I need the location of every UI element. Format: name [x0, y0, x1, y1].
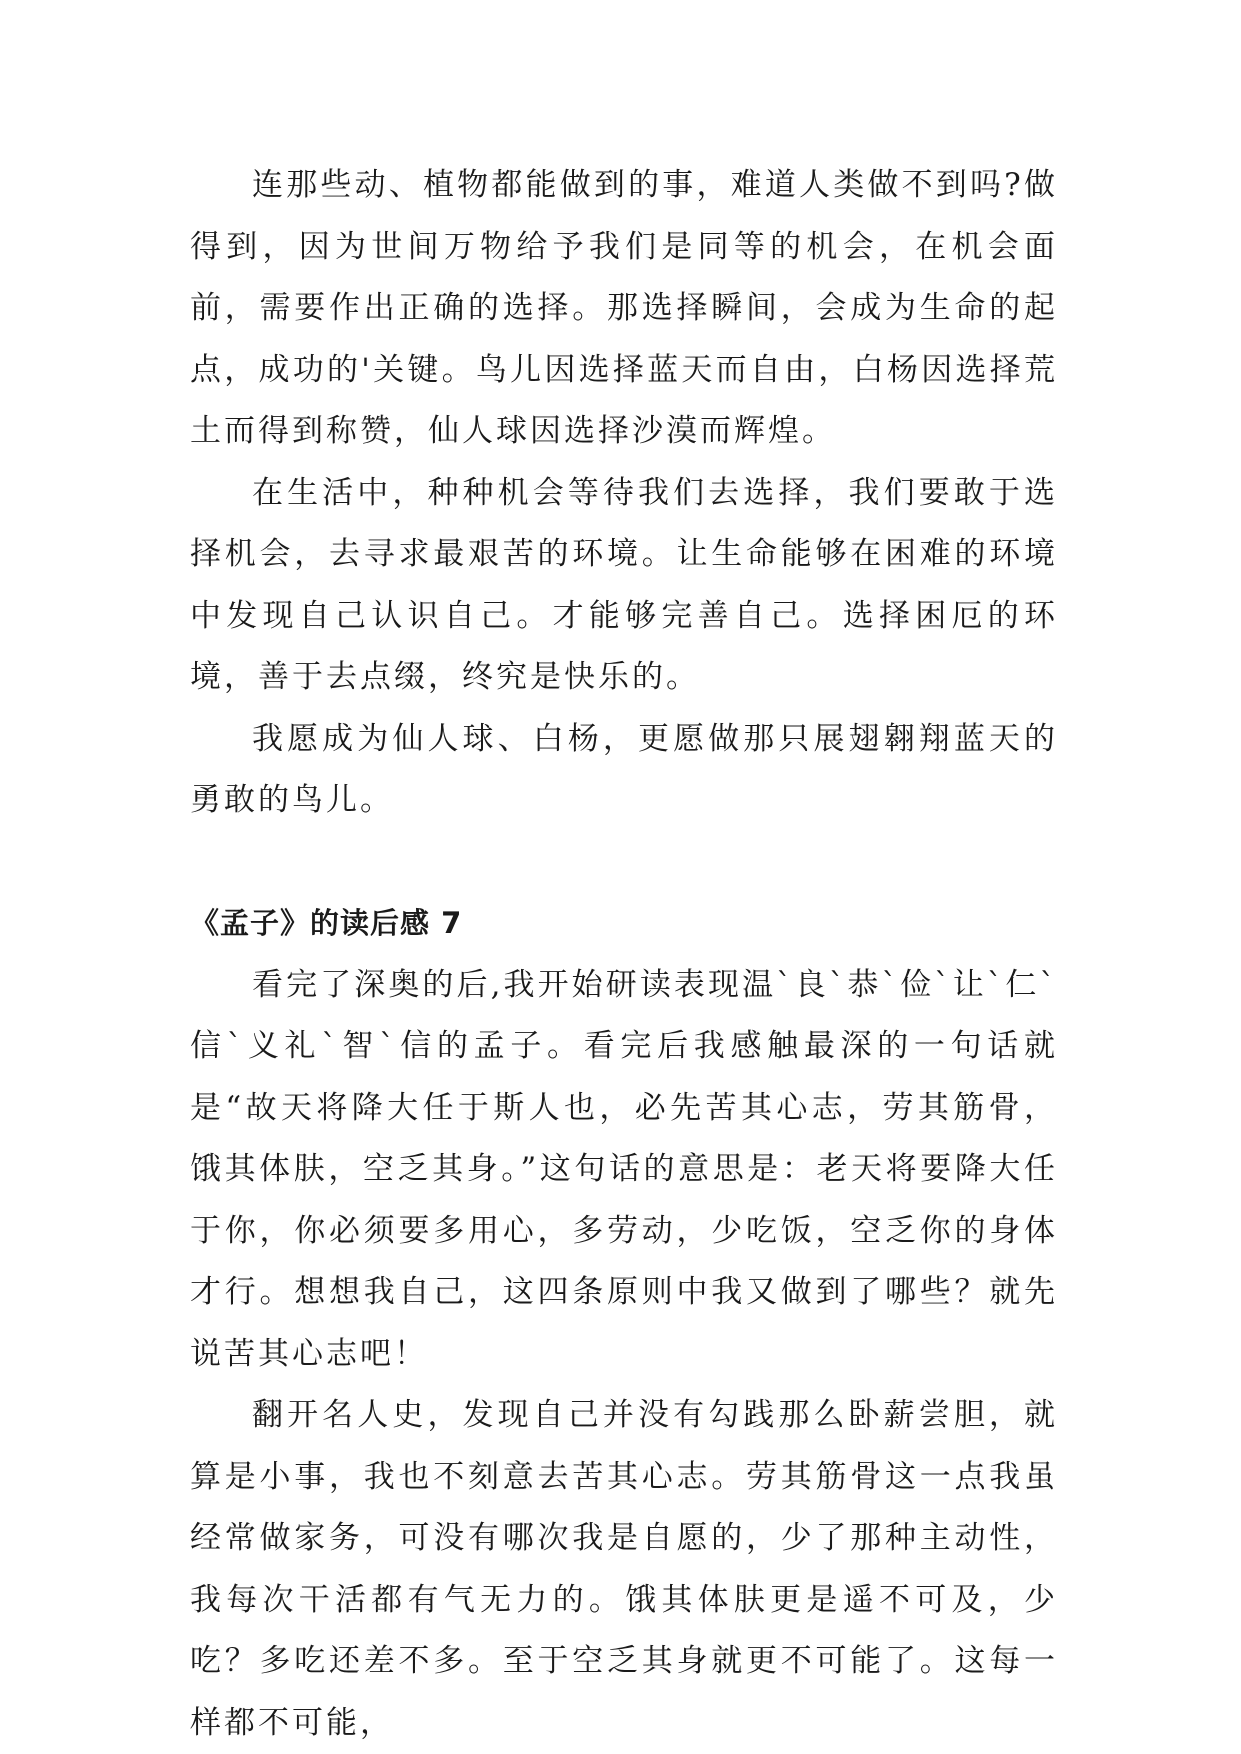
paragraph-self-reflection: 翻开名人史，发现自己并没有勾践那么卧薪尝胆，就算是小事，我也不刻意去苦其心志。劳其筋骨这一点我虽经常做家务，可没有哪次我是自愿的，少了那种主动性，我每次干活都有气无力的。饿其体肤更是遥不可及，少吃？多吃还差不多。至于空乏其身就更不可能了。这每一样都不可能， [190, 1397, 1058, 1741]
paragraph-wish: 我愿成为仙人球、白杨，更愿做那只展翅翱翔蓝天的勇敢的鸟儿。 [190, 720, 1058, 818]
paragraph-choice-opportunity: 连那些动、植物都能做到的事，难道人类做不到吗?做得到，因为世间万物给予我们是同等的机会，在机会面前，需要作出正确的选择。那选择瞬间，会成为生命的起点，成功的'关键。鸟儿因选择蓝天而自由，白杨因选择荒土而得到称赞，仙人球因选择沙漠而辉煌。 [190, 167, 1058, 449]
paragraph-mencius-quote: 看完了深奥的后,我开始研读表现温`良`恭`俭`让`仁`信`义礼`智`信的孟子。看完后我感触最深的一句话就是“故天将降大任于斯人也，必先苦其心志，劳其筋骨，饿其体肤，空乏其身。”这句话的意思是：老天将要降大任于你，你必须要多用心，多劳动，少吃饭，空乏你的身体才行。想想我自己，这四条原则中我又做到了哪些？就先说苦其心志吧！ [190, 966, 1058, 1372]
section-gap [190, 832, 1058, 894]
section-heading: 《孟子》的读后感 7 [190, 906, 463, 940]
paragraph-life-choice: 在生活中，种种机会等待我们去选择，我们要敢于选择机会，去寻求最艰苦的环境。让生命能够在困难的环境中发现自己认识自己。才能够完善自己。选择困厄的环境，善于去点缀，终究是快乐的。 [190, 474, 1058, 695]
document-body [190, 155, 1058, 1754]
